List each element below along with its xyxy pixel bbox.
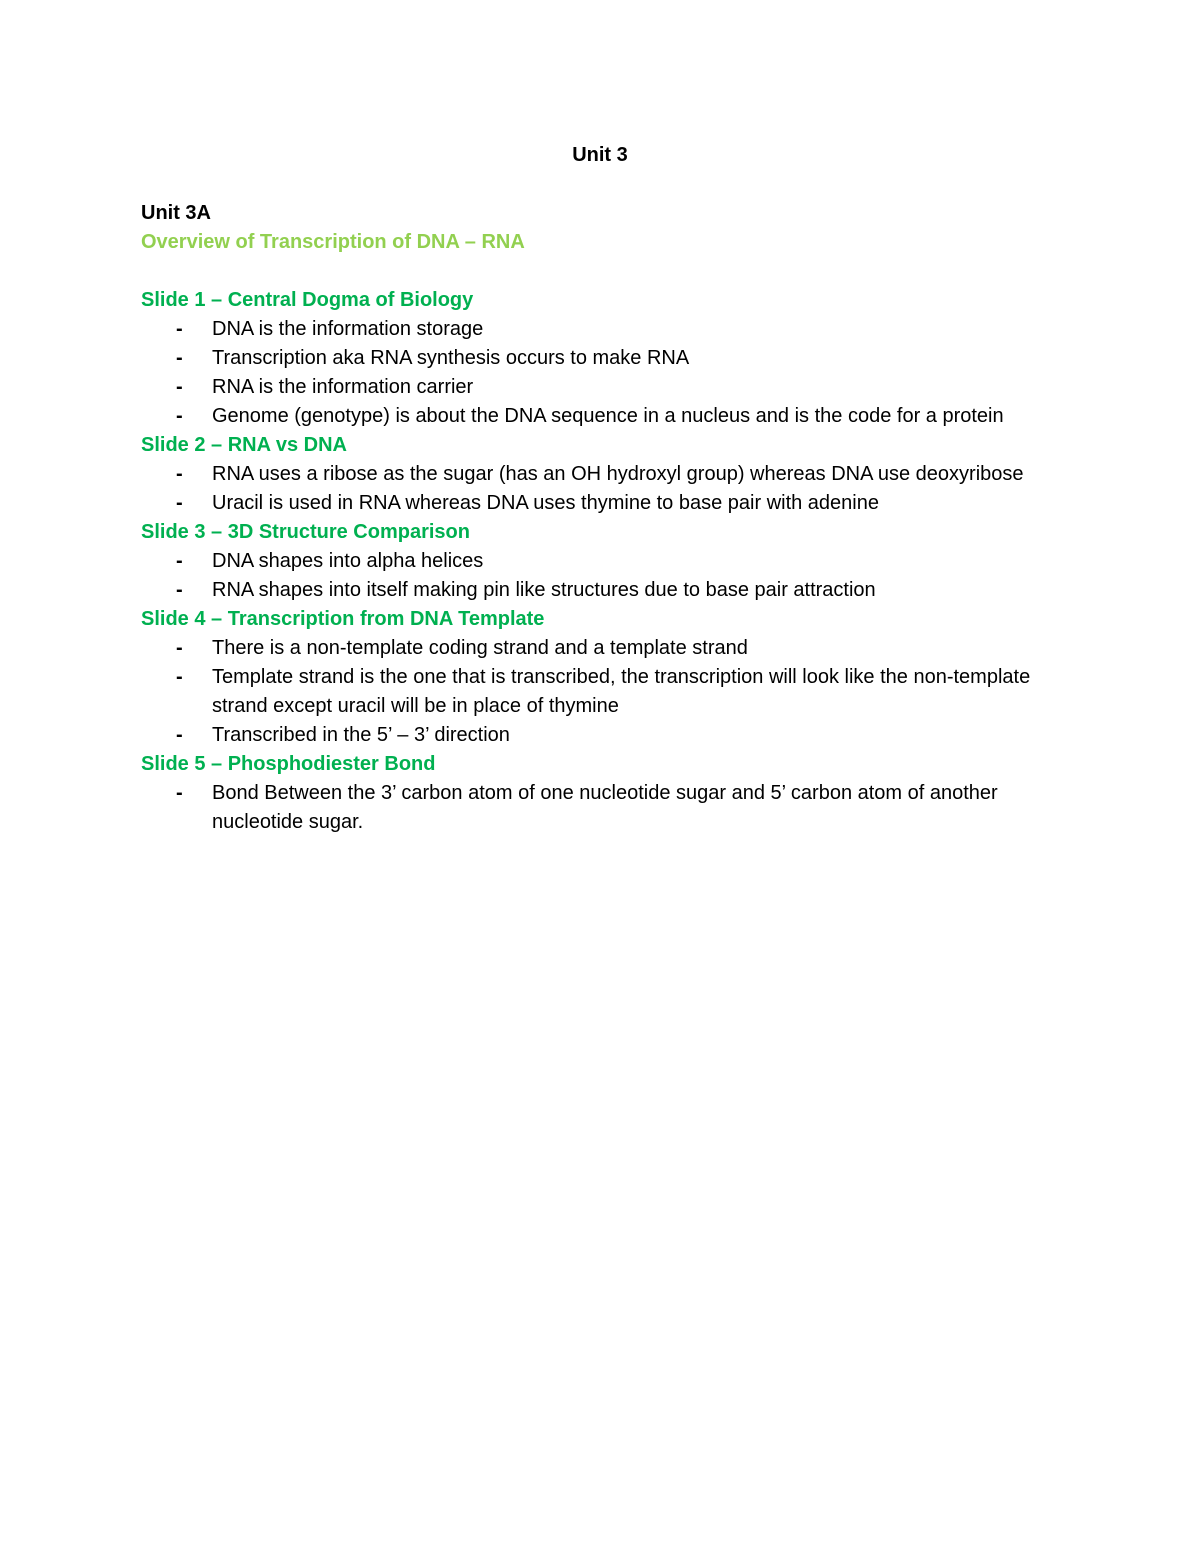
bullet-dash: - bbox=[176, 492, 183, 514]
bullet-dash: - bbox=[176, 376, 183, 398]
bullet-text: RNA uses a ribose as the sugar (has an OH hydroxyl group) whereas DNA use deoxyribose bbox=[212, 463, 1024, 485]
list-item bbox=[141, 663, 1041, 721]
bullet-text: Uracil is used in RNA whereas DNA uses thymine to base pair with adenine bbox=[212, 492, 879, 514]
bullet-dash: - bbox=[176, 666, 183, 688]
bullet-text: Transcribed in the 5’ – 3’ direction bbox=[212, 724, 510, 746]
list-item bbox=[141, 576, 1041, 605]
list-item bbox=[141, 402, 1041, 431]
list-item bbox=[141, 721, 1041, 750]
slide-2-title: Slide 2 – RNA vs DNA bbox=[141, 434, 347, 456]
bullet-dash: - bbox=[176, 347, 183, 369]
list-item bbox=[141, 373, 1041, 402]
bullet-dash: - bbox=[176, 318, 183, 340]
bullet-dash: - bbox=[176, 463, 183, 485]
list-item bbox=[141, 779, 1041, 837]
slide-4-title: Slide 4 – Transcription from DNA Template bbox=[141, 608, 545, 630]
bullet-text: Transcription aka RNA synthesis occurs to make RNA bbox=[212, 347, 690, 369]
spacer bbox=[141, 257, 1041, 286]
bullet-text: DNA is the information storage bbox=[212, 318, 484, 340]
bullet-dash: - bbox=[176, 637, 183, 659]
bullet-text: RNA is the information carrier bbox=[212, 376, 474, 398]
bullet-text: Template strand is the one that is transcribed, the transcription will look like the non-template strand except uracil will be in place of thymine bbox=[212, 666, 1031, 717]
unit-heading: Unit 3A bbox=[141, 202, 211, 224]
bullet-text: There is a non-template coding strand and a template strand bbox=[212, 637, 748, 659]
slide-5-bullet-list bbox=[141, 779, 1041, 837]
bullet-dash: - bbox=[176, 782, 183, 804]
bullet-text: RNA shapes into itself making pin like structures due to base pair attraction bbox=[212, 579, 876, 601]
list-item bbox=[141, 344, 1041, 373]
list-item bbox=[141, 489, 1041, 518]
slide-3-bullet-list bbox=[141, 547, 1041, 605]
overview-heading: Overview of Transcription of DNA – RNA bbox=[141, 231, 525, 253]
list-item bbox=[141, 315, 1041, 344]
spacer bbox=[141, 170, 1041, 199]
bullet-dash: - bbox=[176, 724, 183, 746]
slide-4-bullet-list bbox=[141, 634, 1041, 750]
bullet-dash: - bbox=[176, 405, 183, 427]
slide-3-title: Slide 3 – 3D Structure Comparison bbox=[141, 521, 470, 543]
bullet-text: Genome (genotype) is about the DNA sequence in a nucleus and is the code for a protein bbox=[212, 405, 1004, 427]
document-title: Unit 3 bbox=[572, 144, 628, 166]
slide-1-bullet-list bbox=[141, 315, 1041, 431]
bullet-text: Bond Between the 3’ carbon atom of one nucleotide sugar and 5’ carbon atom of another nucleotide sugar. bbox=[212, 782, 998, 833]
list-item bbox=[141, 547, 1041, 576]
list-item bbox=[141, 460, 1041, 489]
slide-5-title: Slide 5 – Phosphodiester Bond bbox=[141, 753, 436, 775]
list-item bbox=[141, 634, 1041, 663]
bullet-dash: - bbox=[176, 550, 183, 572]
bullet-text: DNA shapes into alpha helices bbox=[212, 550, 484, 572]
document-content bbox=[141, 141, 1041, 837]
slide-2-bullet-list bbox=[141, 460, 1041, 518]
slide-1-title: Slide 1 – Central Dogma of Biology bbox=[141, 289, 474, 311]
bullet-dash: - bbox=[176, 579, 183, 601]
